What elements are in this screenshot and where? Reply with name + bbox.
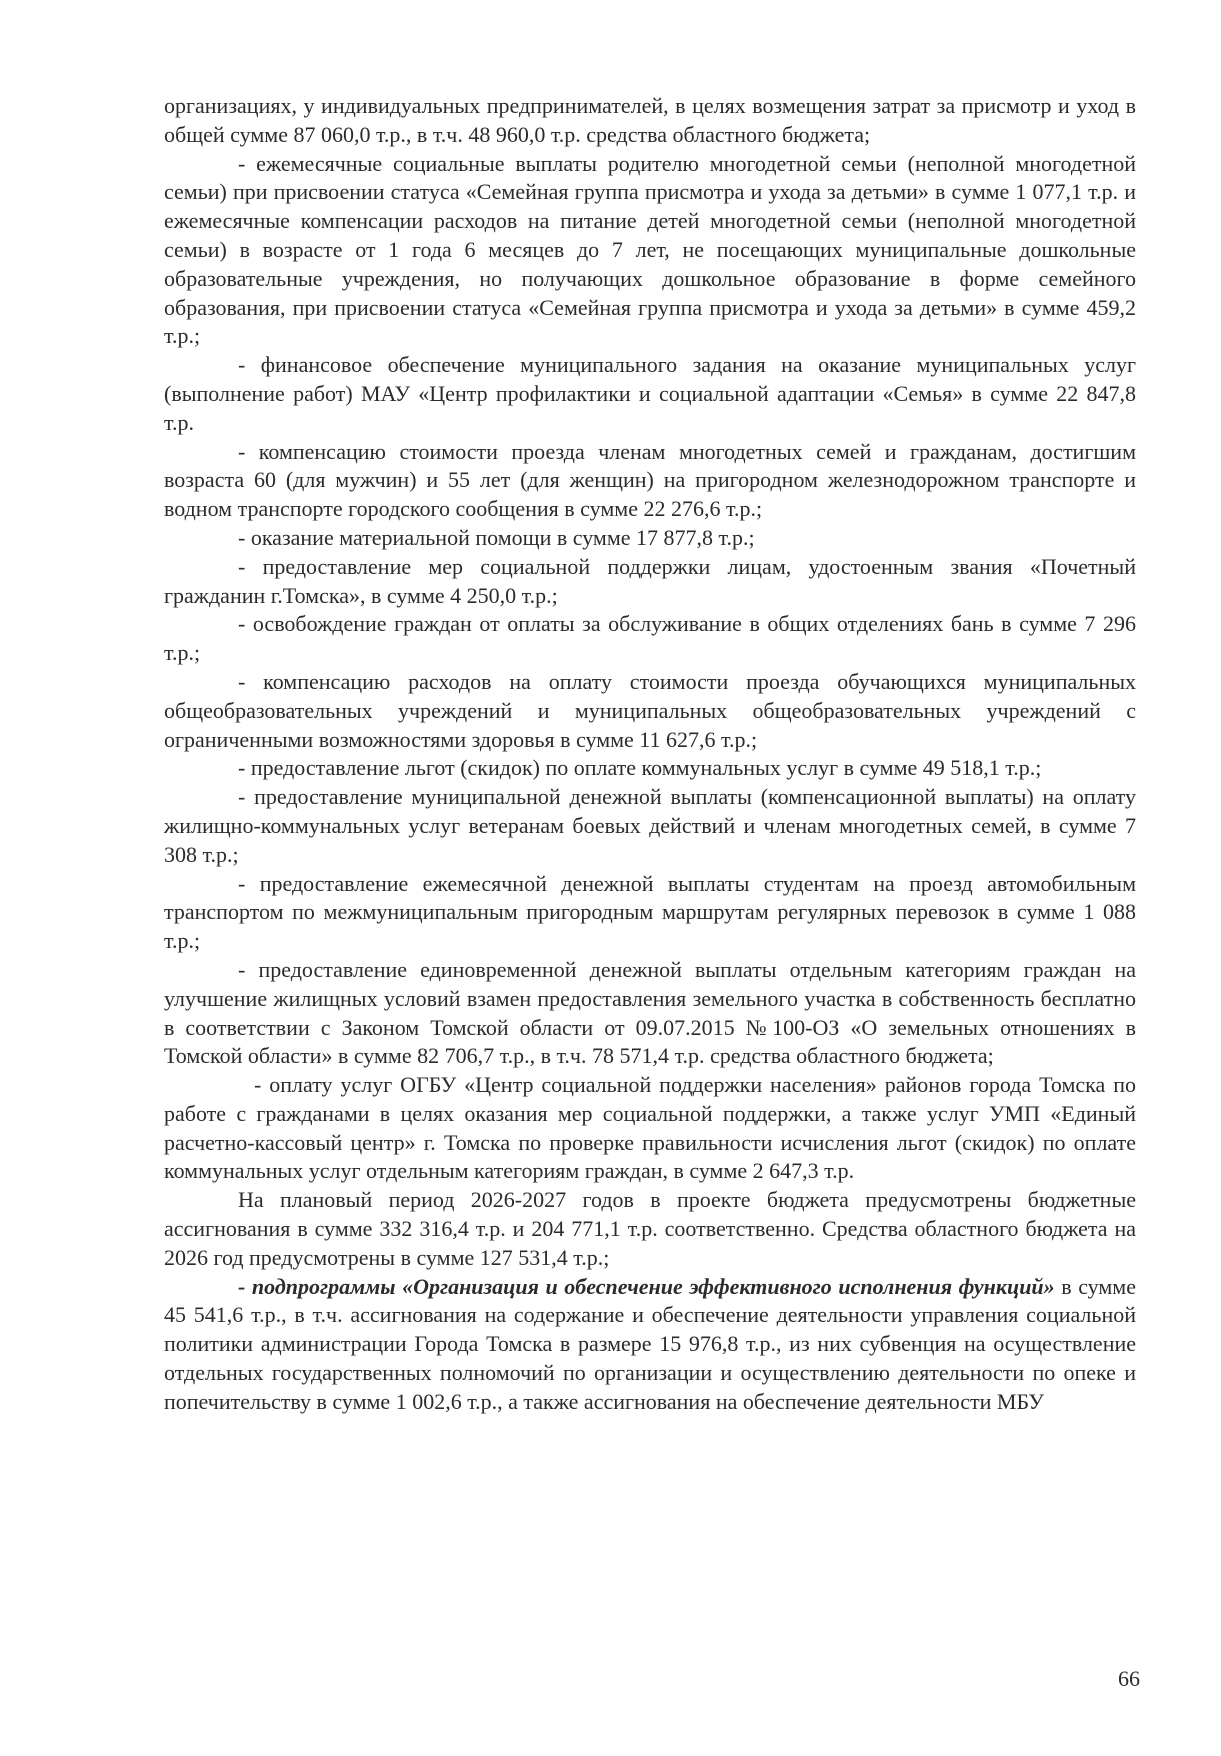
document-body <box>164 92 1136 1417</box>
paragraph-travel-compensation: - компенсацию стоимости проезда членам многодетных семей и гражданам, достигшим возраста 60 (для мужчин) и 55 лет (для женщин) на пригородном железнодорожном транспорте и водном транспорте городского сообщения в сумме 22 276,6 т.р.; <box>164 438 1136 522</box>
paragraph-utility-discounts: - предоставление льгот (скидок) по оплате коммунальных услуг в сумме 49 518,1 т.р.; <box>238 755 1042 781</box>
paragraph-material-aid: - оказание материальной помощи в сумме 17 877,8 т.р.; <box>238 524 755 550</box>
paragraph-student-bus-payment: - предоставление ежемесячной денежной выплаты студентам на проезд автомобильным транспортом по межмуниципальным пригородным маршрутам регулярных перевозок в сумме 1 088 т.р.; <box>164 870 1136 954</box>
paragraph-honorary-citizen: - предоставление мер социальной поддержки лицам, удостоенным звания «Почетный гражданин г.Томска», в сумме 4 250,0 т.р.; <box>164 553 1136 608</box>
subprogram-title: - подпрограммы «Организация и обеспечение эффективного исполнения функций» <box>238 1273 1055 1299</box>
paragraph-student-travel: - компенсацию расходов на оплату стоимости проезда обучающихся муниципальных общеобразовательных учреждений и муниципальных общеобразовательных учреждений с ограниченными возможностями здоровья в сумме 11 627,6 т.р.; <box>164 668 1136 752</box>
subprogram-text: в сумме 45 541,6 т.р., в т.ч. ассигнования на содержание и обеспечение деятельности управления социальной политики администрации Города Томска в размере 15 976,8 т.р., из них субвенция на осуществление отдельных государственных полномочий по организации и осуществлению деятельности по опеке и попечительству в сумме 1 002,6 т.р., а также ассигнования на обеспечение деятельности МБУ <box>164 1273 1136 1414</box>
page-number: 66 <box>1118 1666 1140 1691</box>
paragraph-bath-exemption: - освобождение граждан от оплаты за обслуживание в общих отделениях бань в сумме 7 296 т.р.; <box>164 611 1136 666</box>
paragraph-housing-payment: - предоставление единовременной денежной выплаты отдельным категориям граждан на улучшение жилищных условий взамен предоставления земельного участка в собственность бесплатно в соответствии с Законом Томской области от 09.07.2015 №100-ОЗ «О земельных отношениях в Томской области» в сумме 82 706,7 т.р., в т.ч. 78 571,4 т.р. средства областного бюджета; <box>164 956 1136 1069</box>
paragraph-planned-period: На плановый период 2026-2027 годов в проекте бюджета предусмотрены бюджетные ассигнования в сумме 332 316,4 т.р. и 204 771,1 т.р. соответственно. Средства областного бюджета на 2026 год предусмотрены в сумме 127 531,4 т.р.; <box>164 1187 1136 1270</box>
paragraph-municipal-task-semya: - финансовое обеспечение муниципального задания на оказание муниципальных услуг (выполнение работ) МАУ «Центр профилактики и социальной адаптации «Семья» в сумме 22 847,8 т.р. <box>164 352 1136 435</box>
paragraph-childcare-compensation: организациях, у индивидуальных предпринимателей, в целях возмещения затрат за присмотр и уход в общей сумме 87 060,0 т.р., в т.ч. 48 960,0 т.р. средства областного бюджета; <box>164 93 1136 147</box>
paragraph-ogbu-services: - оплату услуг ОГБУ «Центр социальной поддержки населения» районов города Томска по работе с гражданами в целях оказания мер социальной поддержки, а также услуг УМП «Единый расчетно-кассовый центр» г. Томска по проверке правильности исчисления льгот (скидок) по оплате коммунальных услуг отдельным категориям граждан, в сумме 2 647,3 т.р. <box>164 1072 1136 1184</box>
paragraph-veterans-payment: - предоставление муниципальной денежной выплаты (компенсационной выплаты) на оплату жилищно-коммунальных услуг ветеранам боевых действий и членам многодетных семей, в сумме 7 308 т.р.; <box>164 784 1136 867</box>
paragraph-family-group-payments: - ежемесячные социальные выплаты родителю многодетной семьи (неполной многодетной семьи) при присвоении статуса «Семейная группа присмотра и ухода за детьми» в сумме 1 077,1 т.р. и ежемесячные компенсации расходов на питание детей многодетной семьи (неполной многодетной семьи) в возрасте от 1 года 6 месяцев до 7 лет, не посещающих муниципальные дошкольные образовательные учреждения, но получающих дошкольное образование в форме семейного образования, при присвоении статуса «Семейная группа присмотра и ухода за детьми» в сумме 459,2 т.р.; <box>164 150 1136 349</box>
paragraph-subprogram <box>164 1273 1136 1417</box>
